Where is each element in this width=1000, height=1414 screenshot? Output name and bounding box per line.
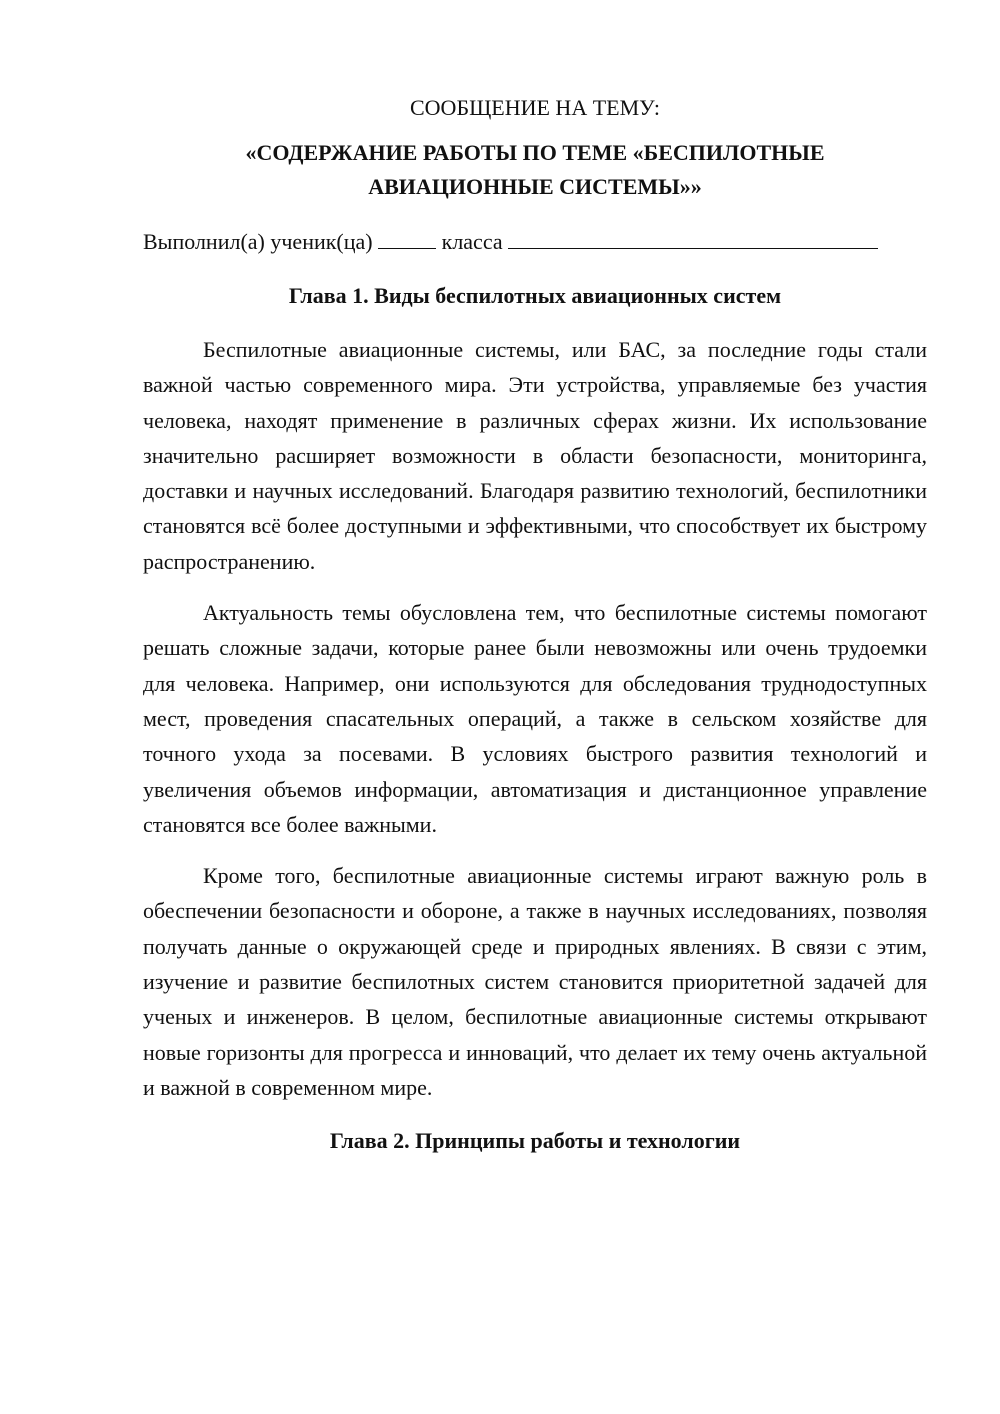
author-prefix: Выполнил(а) ученик(ца)	[143, 229, 373, 254]
document-title	[143, 136, 927, 204]
author-line	[143, 226, 927, 258]
author-class-word: класса	[441, 229, 503, 254]
paragraph-3: Кроме того, беспилотные авиационные системы играют важную роль в обеспечении безопасности и обороне, а также в научных исследованиях, позволяя получать данные о окружающей среде и природных явлениях. В связи с этим, изучение и развитие беспилотных систем становится приоритетной задачей для ученых и инженеров. В целом, беспилотные авиационные системы открывают новые горизонты для прогресса и инноваций, что делает их тему очень актуальной и важной в современном мире.	[143, 863, 927, 1100]
paragraph-2: Актуальность темы обусловлена тем, что беспилотные системы помогают решать сложные задачи, которые ранее были невозможны или очень трудоемки для человека. Например, они используются для обследования труднодоступных мест, проведения спасательных операций, а также в сельском хозяйстве для точного ухода за посевами. В условиях быстрого развития технологий и увеличения объемов информации, автоматизация и дистанционное управление становятся все более важными.	[143, 600, 927, 837]
title-line-1: «СОДЕРЖАНИЕ РАБОТЫ ПО ТЕМЕ «БЕСПИЛОТНЫЕ	[245, 140, 825, 165]
student-name-blank	[508, 226, 878, 249]
class-number-blank	[378, 226, 436, 249]
paragraph-1: Беспилотные авиационные системы, или БАС, за последние годы стали важной частью современного мира. Эти устройства, управляемые без участия человека, находят применение в различных сферах жизни. Их использование значительно расширяет возможности в области безопасности, мониторинга, доставки и научных исследований. Благодаря развитию технологий, беспилотники становятся всё более доступными и эффективными, что способствует их быстрому распространению.	[143, 337, 927, 574]
subject-line: СООБЩЕНИЕ НА ТЕМУ:	[410, 95, 660, 120]
title-line-2: АВИАЦИОННЫЕ СИСТЕМЫ»»	[368, 174, 702, 199]
chapter-2-title: Глава 2. Принципы работы и технологии	[329, 1128, 741, 1154]
chapter-1-title: Глава 1. Виды беспилотных авиационных систем	[288, 283, 782, 308]
document-page	[143, 92, 927, 1177]
